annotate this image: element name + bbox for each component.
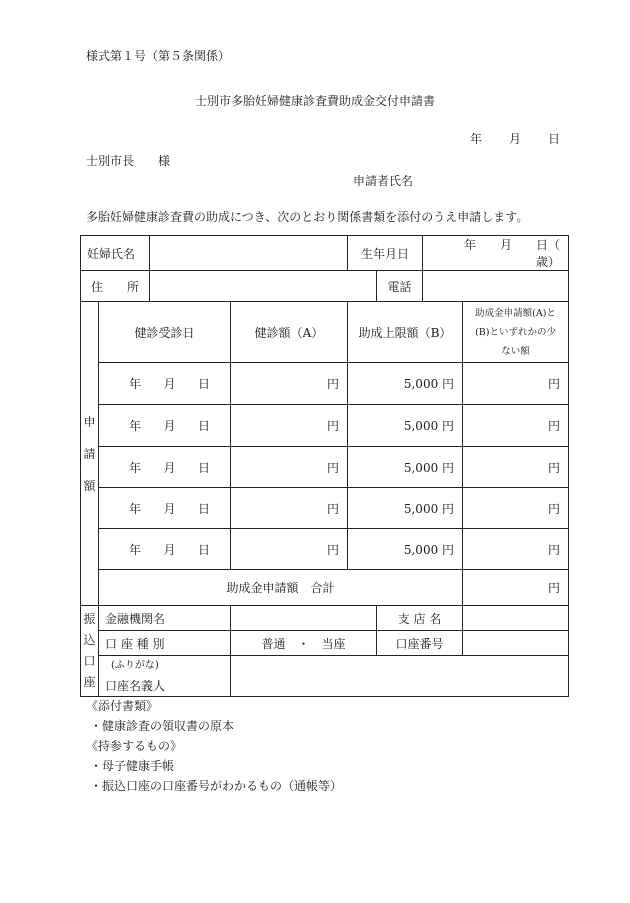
month-label: 月 [163,501,176,516]
table-row [81,405,569,447]
request-amount-field[interactable]: 円 [463,447,569,488]
application-table [80,235,585,697]
col-header-checkup-date: 健診受診日 [99,302,231,363]
col-header-request [463,302,569,363]
application-date [470,130,560,147]
checkup-date-field[interactable] [99,363,231,405]
account-holder-field[interactable] [231,656,569,697]
bring-item: ・振込口座の口座番号がわかるもの（通帳等） [90,779,343,793]
account-holder-label [99,656,231,697]
applicant-name-label: 申請者氏名 [353,174,414,188]
col-header-request-line: ない額 [501,345,530,357]
addressee: 士別市長 様 [86,154,171,168]
limit-amount: 5,000 円 [348,405,463,447]
day-label: 日 [198,377,211,391]
section-label-request [81,302,99,606]
col-header-limit: 助成上限額（B） [348,302,463,363]
table-row [81,447,569,488]
day-label: 日 [198,542,211,557]
pregnant-name-field[interactable] [150,236,348,271]
section-char: 申 [83,414,96,429]
table-row [81,363,569,405]
checkup-amount-field[interactable]: 円 [231,363,348,405]
birthdate-field[interactable]: 年 月 日（ 歳） [423,236,569,271]
day-label: 日 [198,460,211,475]
total-label: 助成金申請額 合計 [99,570,463,606]
phone-label: 電話 [377,271,423,302]
col-header-request-line: 助成金申請額(A)と [475,307,556,319]
date-day-label: 日 [547,132,560,146]
table-row [81,529,569,570]
date-month-label: 月 [508,132,521,146]
section-char: 請 [83,446,96,461]
account-type-label: 口 座 種 別 [99,631,231,656]
checkup-date-field[interactable] [99,405,231,447]
checkup-amount-field[interactable]: 円 [231,529,348,570]
form-number: 様式第１号（第５条関係） [86,49,231,63]
account-number-field[interactable] [463,631,569,656]
furigana-label: (ふりがな) [111,660,159,671]
address-label: 住 所 [81,271,150,302]
year-label: 年 [129,542,142,557]
attachments-heading: 《添付書類》 [86,699,159,713]
checkup-amount-field[interactable]: 円 [231,488,348,529]
date-year-label: 年 [470,132,483,146]
total-amount-field[interactable]: 円 [463,570,569,606]
month-label: 月 [163,419,176,433]
bank-name-label: 金融機関名 [99,606,231,631]
request-amount-field[interactable]: 円 [463,405,569,447]
request-amount-field[interactable]: 円 [463,363,569,405]
col-header-request-line: (B)といずれかの少 [475,326,556,338]
limit-amount: 5,000 円 [348,363,463,405]
request-amount-field[interactable]: 円 [463,488,569,529]
day-label: 日 [198,419,211,433]
bank-name-field[interactable] [231,606,377,631]
limit-amount: 5,000 円 [348,529,463,570]
limit-amount: 5,000 円 [348,488,463,529]
bring-heading: 《持参するもの》 [86,739,183,753]
section-char: 込 [83,633,96,647]
address-field[interactable] [150,271,377,302]
section-char: 振 [83,612,96,626]
table-row [81,488,569,529]
pregnant-name-label: 妊婦氏名 [81,236,150,271]
section-label-bank [81,606,99,697]
birthdate-label: 生年月日 [348,236,423,271]
checkup-amount-field[interactable]: 円 [231,405,348,447]
checkup-date-field[interactable] [99,488,231,529]
year-label: 年 [129,377,142,391]
account-type-options[interactable]: 普通 ・ 当座 [231,631,377,656]
checkup-date-field[interactable] [99,447,231,488]
checkup-amount-field[interactable]: 円 [231,447,348,488]
year-label: 年 [129,419,142,433]
checkup-date-field[interactable] [99,529,231,570]
month-label: 月 [163,542,176,557]
section-char: 口 [83,654,96,668]
phone-field[interactable] [423,271,569,302]
month-label: 月 [163,377,176,391]
bring-item: ・母子健康手帳 [90,759,175,773]
account-number-label: 口座番号 [377,631,463,656]
request-amount-field[interactable]: 円 [463,529,569,570]
branch-field[interactable] [463,606,569,631]
col-header-checkup-amount: 健診額（A） [231,302,348,363]
section-char: 座 [83,675,96,689]
document-title: 士別市多胎妊婦健康診査費助成金交付申請書 [194,94,435,108]
limit-amount: 5,000 円 [348,447,463,488]
intro-text: 多胎妊婦健康診査費の助成につき、次のとおり関係書類を添付のうえ申請します。 [86,210,529,224]
year-label: 年 [129,501,142,516]
day-label: 日 [198,501,211,516]
attachments-item: ・健康診査の領収書の原本 [90,719,235,733]
section-char: 額 [83,478,96,493]
year-label: 年 [129,460,142,475]
month-label: 月 [163,460,176,475]
branch-label: 支 店 名 [377,606,463,631]
holder-label: 口座名義人 [105,679,166,693]
